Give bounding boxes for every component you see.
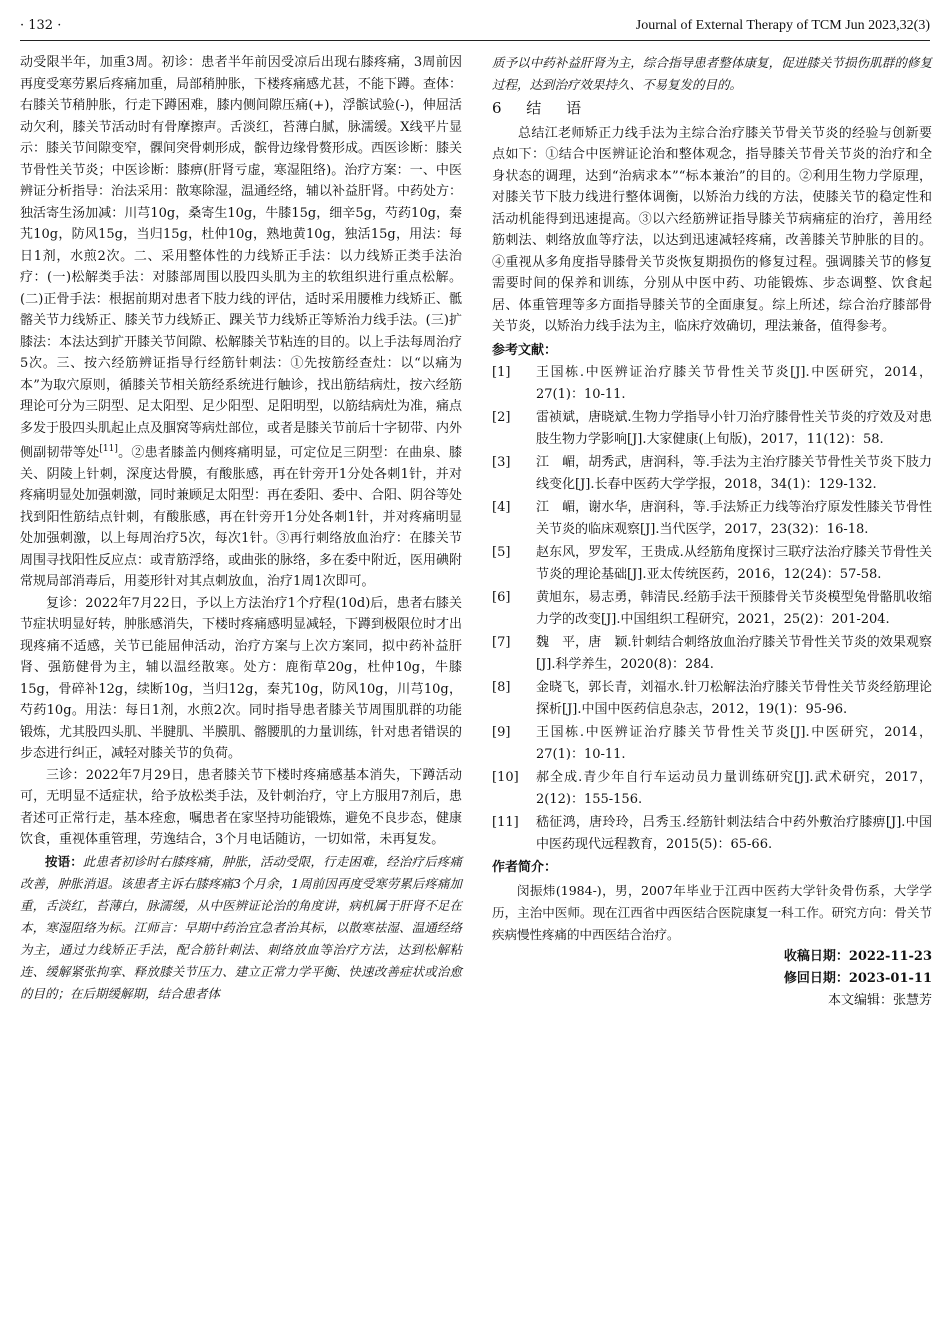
commentary-continued: 质予以中药补益肝肾为主，综合指导患者整体康复，促进膝关节损伤肌群的修复过程，达到治疗效果持久、不易复发的目的。 — [492, 55, 932, 92]
commentary-paragraph: 按语：此患者初诊时右膝疼痛，肿胀，活动受限，行走困难，经治疗后疼痛改善，肿胀消退。该患者主诉右膝疼痛3个月余，1周前因再度受寒劳累后疼痛加重，舌淡红，苔薄白，脉濡缓，从中医辨证论治的角度讲，病机属于肝肾不足在本，寒湿阻络为标。江师言：早期中药治宜急者治其标，以散寒祛湿、温通经络为主，通过力线矫正手法，配合筋针刺法、刺络放血等治疗方法，达到松解粘连、缓解紧张拘挛、释放膝关节压力、建立正常力学平衡、快速改善症状或治愈的目的；在后期缓解期，结合患者体 — [20, 853, 462, 1001]
author-heading: 作者简介： — [492, 860, 558, 875]
section-heading-conclusion: 6 结 语 — [492, 99, 592, 117]
commentary-label: 按语： — [45, 853, 83, 869]
reference-item: [1] 王国栋.中医辨证治疗膝关节骨性关节炎[J].中医研究，2014，27(1)：10-11. — [492, 365, 932, 402]
case-paragraph-1: 动受限半年，加重3周。初诊：患者半年前因受凉后出现右膝疼痛，3周前因再度受寒劳累后疼痛加重，局部稍肿胀，下楼疼痛感尤甚，不能下蹲。查体：右膝关节稍肿胀，行走下蹲困难，膝内侧间隙压痛(+)，浮髌试验(-)，伸屈活动欠利，膝关节活动时有骨摩擦声。舌淡红，苔薄白腻，脉濡缓。X线平片显示：膝关节间隙变窄，髁间突骨刺形成，髌骨边缘骨赘形成。西医诊断：膝关节骨性关节炎；中医诊断：膝痹(肝肾亏虚，寒湿阻络)。治疗方案：一、中医辨证分析指导：治法采用：散寒除湿，温通经络，辅以补益肝肾。中药处方：独活寄生汤加减：川芎10g，桑寄生10g，牛膝15g，细辛5g，芍药10g，秦艽10g，防风15g，当归15g，杜仲10g，熟地黄10g，独活15g，用法：每日1剂，水煎2次。二、采用整体性的力线矫正手法：以力线矫正类手法治疗：(一)松解类手法：对膝部周围以股四头肌为主的软组织进行重点松解。(二)正骨手法：根据前期对患者下肢力线的评估，适时采用腰椎力线矫正、骶髂关节力线矫正、膝关节力线矫正、踝关节力线矫正等矫治力线手法。(三)扩膝法：本法达到扩开膝关节间隙、松解膝关节粘连的目的。以上手法每周治疗5次。三、按六经筋辨证指导行经筋针刺法：①先按筋经查灶：以“以痛为本”为取穴原则，循膝关节相关筋经系统进行触诊，找出筋结病灶，按六经筋理论可分为三阴型、足太阳型、足少阳型、足阳明型，以筋结病灶为准，痛点多发于股四头肌起止点及腘窝等病灶部位，或者是膝关节前后十字韧带、内外侧副韧带等处[11]。②患者膝盖内侧疼痛明显，可定位足三阴型：在曲泉、膝关、阴陵上针刺，深度达骨膜，有酸胀感，再在针旁开1分处各刺1针，并对疼痛明显处加强刺激，同时兼顾足太阳型：再在委阳、委中、合阳、阴谷等处找到阳性筋结点针刺，有酸胀感，再在针旁开1分处各刺1针，并对疼痛明显处加强刺激，以上每周治疗5次，每次1针。③再行刺络放血治疗：在膝关节周围寻找阳性反应点：或青筋浮络，或曲张的脉络，多在委中附近，医用碘附常规局部消毒后，用菱形针对其点刺放血，治疗1周1次即可。 — [20, 55, 463, 590]
reference-item: [11] 嵇征鸿，唐玲玲，吕秀玉.经筋针刺法结合中药外敷治疗膝痹[J].中国中医药现代远程教育，2015(5)：65-66. — [492, 815, 932, 852]
left-column — [20, 52, 462, 1005]
citation-11[interactable]: [11] — [99, 444, 118, 454]
reference-item: [2] 雷祯斌，唐晓斌.生物力学指导小针刀治疗膝骨性关节炎的疗效及对患肢生物力学影响[J].大家健康(上旬版)，2017，11(12)：58. — [492, 410, 932, 447]
references-heading: 参考文献： — [492, 342, 558, 358]
reference-item: [3] 江 嵋，胡秀武，唐润科，等.手法为主治疗膝关节骨性关节炎下肢力线变化[J].长春中医药大学学报，2018，34(1)：129-132. — [492, 455, 932, 492]
editor-credit: 本文编辑：张慧芳 — [827, 992, 932, 1008]
case-paragraph-followup-1: 复诊：2022年7月22日，予以上方法治疗1个疗程(10d)后，患者右膝关节症状明显好转，肿胀感消失，下楼时疼痛感明显减轻，下蹲到极限位时才出现疼痛不适感，关节已能屈伸活动，治疗方案与上次方案同，拟中药补益肝肾、强筋健骨为主，辅以温经散寒。处方：鹿衔草20g，杜仲10g，牛膝15g，骨碎补12g，续断10g，当归12g，秦艽10g，防风10g，川芎10g，芍药10g。用法：每日1剂，水煎2次。同时指导患者膝关节周围肌群的功能锻炼，尤其股四头肌、半腱肌、半膜肌、髂腰肌的力量训练，针对患者错误的步态进行纠正，减轻对膝关节的负荷。 — [20, 595, 463, 762]
header-rule — [20, 40, 930, 41]
page-number: · 132 · — [20, 18, 62, 33]
reference-item: [5] 赵东风，罗发军，王贵成.从经筋角度探讨三联疗法治疗膝关节骨性关节炎的理论基础[J].亚太传统医药，2016，12(24)：57-58. — [492, 545, 932, 582]
received-date: 收稿日期：2022-11-23 — [783, 948, 932, 964]
reference-item: [8] 金晓飞，郭长青，刘福水.针刀松解法治疗膝关节骨性关节炎经筋理论探析[J].中国中医药信息杂志，2012，19(1)：95-96. — [492, 680, 932, 717]
revised-date: 修回日期：2023-01-11 — [783, 970, 932, 986]
author-bio: 闵振炜(1984-)，男，2007年毕业于江西中医药大学针灸骨伤系，大学学历，主治中医师。现在江西省中西医结合医院康复一科工作。研究方向：骨关节疾病慢性疼痛的中西医结合治疗。 — [492, 882, 932, 942]
journal-title: Journal of External Therapy of TCM Jun 2023,32(3) — [635, 18, 930, 33]
reference-item: [6] 黄旭东，易志勇，韩清民.经筋手法干预膝骨关节炎模型兔骨骼肌收缩力学的改变[J].中国组织工程研究，2021，25(2)：201-204. — [492, 590, 932, 627]
page-header — [20, 14, 930, 40]
reference-item: [10] 郝全成.青少年自行车运动员力量训练研究[J].武术研究，2017，2(12)：155-156. — [492, 770, 932, 807]
case-paragraph-followup-2: 三诊：2022年7月29日，患者膝关节下楼时疼痛感基本消失，下蹲活动可，无明显不适症状，给予放松类手法，及针刺治疗，守上方服用7剂后，患者述可正常行走，基本痊愈，嘱患者在家坚持功能锻炼，避免不良步态，健康饮食，重视体重管理，劳逸结合，3个月电话随访，一切如常，未再复发。 — [20, 767, 463, 848]
conclusion-paragraph: 总结江老师矫正力线手法为主综合治疗膝关节骨关节炎的经验与创新要点如下：①结合中医辨证论治和整体观念，指导膝关节骨关节炎的治疗和全身状态的调理，达到“治病求本”“标本兼治”的目的。②利用生物力学原理，对膝关节下肢力线进行整体调衡，以矫治力线的方法，使膝关节的稳定性和活动机能得到迅速提高。③以六经筋辨证指导膝关节病痛症的治疗，善用经筋刺法、刺络放血等疗法，以达到迅速减轻疼痛，改善膝关节肿胀的目的。④重视从多角度指导膝骨关节炎恢复期损伤的修复过程。强调膝关节的修复需要时间的保养和训练，分别从中医中药、功能锻炼、步态调整、饮食起居、体重管理等多方面指导膝关节的全面康复。综上所述，综合治疗膝部骨关节炎，以矫治力线手法为主，临床疗效确切，理法兼备，值得参考。 — [492, 125, 932, 334]
reference-item: [9] 王国栋.中医辨证治疗膝关节骨性关节炎[J].中医研究，2014，27(1)：10-11. — [492, 725, 932, 762]
reference-item: [4] 江 嵋，谢水华，唐润科，等.手法矫正力线等治疗原发性膝关节骨性关节炎的临床观察[J].当代医学，2017，23(32)：16-18. — [492, 500, 932, 537]
right-column — [492, 52, 932, 1012]
reference-list — [492, 362, 932, 855]
reference-item: [7] 魏 平，唐 颖.针刺结合刺络放血治疗膝关节骨性关节炎的效果观察[J].科学养生，2020(8)：284. — [492, 635, 932, 672]
